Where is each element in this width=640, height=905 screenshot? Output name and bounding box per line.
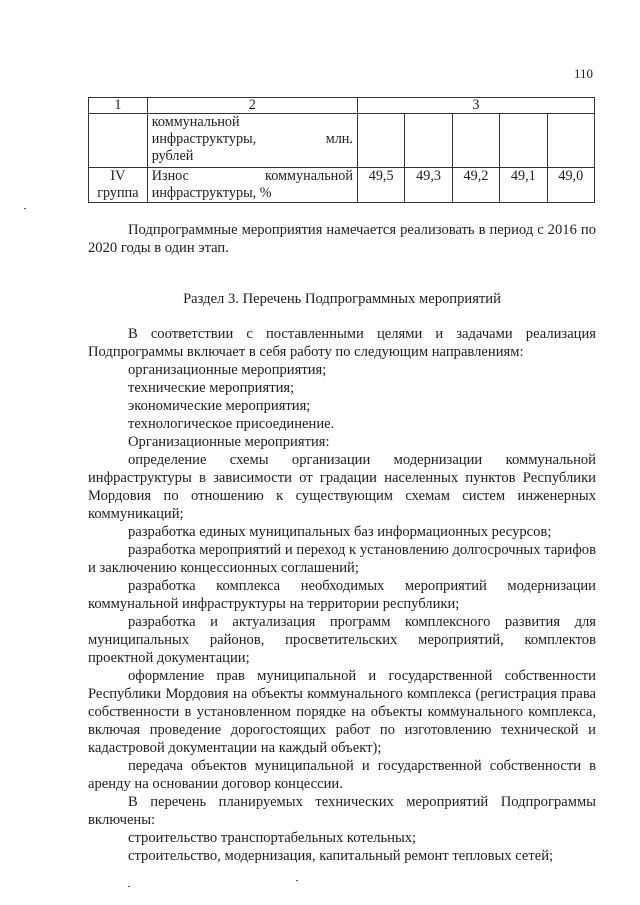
- list-item: определение схемы организации модернизации коммунальной инфраструктуры в зависимости от градации населенных пунктов Республики Мордовия по отношению к существующим схемам систем инженерных коммуникаций;: [88, 452, 596, 522]
- value-cell-empty: [500, 114, 547, 168]
- indicator-name-line: инфраструктуры, млн.: [151, 131, 353, 147]
- section-heading: Раздел 3. Перечень Подпрограммных мероприятий: [183, 291, 501, 307]
- scan-speck: [24, 208, 26, 209]
- value-cell: 49,5: [357, 168, 404, 203]
- table-row: [89, 114, 595, 168]
- list-item: разработка и актуализация программ комплексного развития для муниципальных районов, просветительских мероприятий, комплектов проектной документации;: [88, 614, 596, 666]
- intro-paragraph: Подпрограммные мероприятия намечается реализовать в период с 2016 по 2020 годы в один этап.: [88, 222, 596, 256]
- list-item: разработка единых муниципальных баз информационных ресурсов;: [128, 524, 552, 540]
- list-item: строительство транспортабельных котельных;: [128, 830, 417, 846]
- indicator-name-cell: [147, 168, 357, 203]
- page-number: 110: [574, 66, 594, 81]
- indicator-name-cell: [147, 114, 357, 168]
- list-item: технологическое присоединение.: [128, 416, 335, 432]
- intro-block: [88, 221, 596, 257]
- value-cell-empty: [357, 114, 404, 168]
- table-header-row: [89, 98, 595, 114]
- group-label: группа: [97, 185, 139, 201]
- indicator-name-line: рублей: [151, 148, 194, 164]
- group-cell: [89, 168, 148, 203]
- value-cell: 49,0: [547, 168, 594, 203]
- list-item: разработка мероприятий и переход к установлению долгосрочных тарифов и заключению концессионных соглашений;: [88, 542, 596, 576]
- header-cell-3: 3: [357, 98, 594, 114]
- indicators-table: [88, 97, 595, 203]
- value-cell: 49,3: [405, 168, 452, 203]
- scan-speck: [296, 880, 298, 881]
- body-text: [88, 325, 596, 865]
- paragraph: Организационные мероприятия:: [128, 434, 330, 450]
- list-item: передача объектов муниципальной и государственной собственности в аренду на основании договор концессии.: [88, 758, 596, 792]
- list-item: разработка комплекса необходимых мероприятий модернизации коммунальной инфраструктуры на территории республики;: [88, 578, 596, 612]
- value-cell-empty: [452, 114, 499, 168]
- group-label: IV: [110, 168, 126, 184]
- indicator-name-line: инфраструктуры, %: [151, 185, 272, 201]
- paragraph: В соответствии с поставленными целями и задачами реализация Подпрограммы включает в себя работу по следующим направлениям:: [88, 326, 596, 360]
- value-cell-empty: [405, 114, 452, 168]
- scan-speck: [128, 886, 130, 887]
- list-item: организационные мероприятия;: [128, 362, 327, 378]
- header-cell-2: 2: [147, 98, 357, 114]
- indicator-name-line: коммунальной: [151, 114, 240, 130]
- list-item: технические мероприятия;: [128, 380, 295, 396]
- group-cell-empty: [89, 114, 148, 168]
- value-cell: 49,1: [500, 168, 547, 203]
- value-cell-empty: [547, 114, 594, 168]
- table-row: [89, 168, 595, 203]
- header-cell-1: 1: [89, 98, 148, 114]
- list-item: экономические мероприятия;: [128, 398, 311, 414]
- list-item: строительство, модернизация, капитальный ремонт тепловых сетей;: [128, 848, 554, 864]
- value-cell: 49,2: [452, 168, 499, 203]
- list-item: оформление прав муниципальной и государственной собственности Республики Мордовия на объекты коммунального комплекса (регистрация права собственности в установленном порядке на объекты коммунального комплекса, включая проведение дорогостоящих работ по изготовлению технической и кадастровой документации на каждый объект);: [88, 668, 596, 756]
- paragraph: В перечень планируемых технических мероприятий Подпрограммы включены:: [88, 794, 596, 828]
- indicator-name-line: Износ коммунальной: [151, 168, 353, 184]
